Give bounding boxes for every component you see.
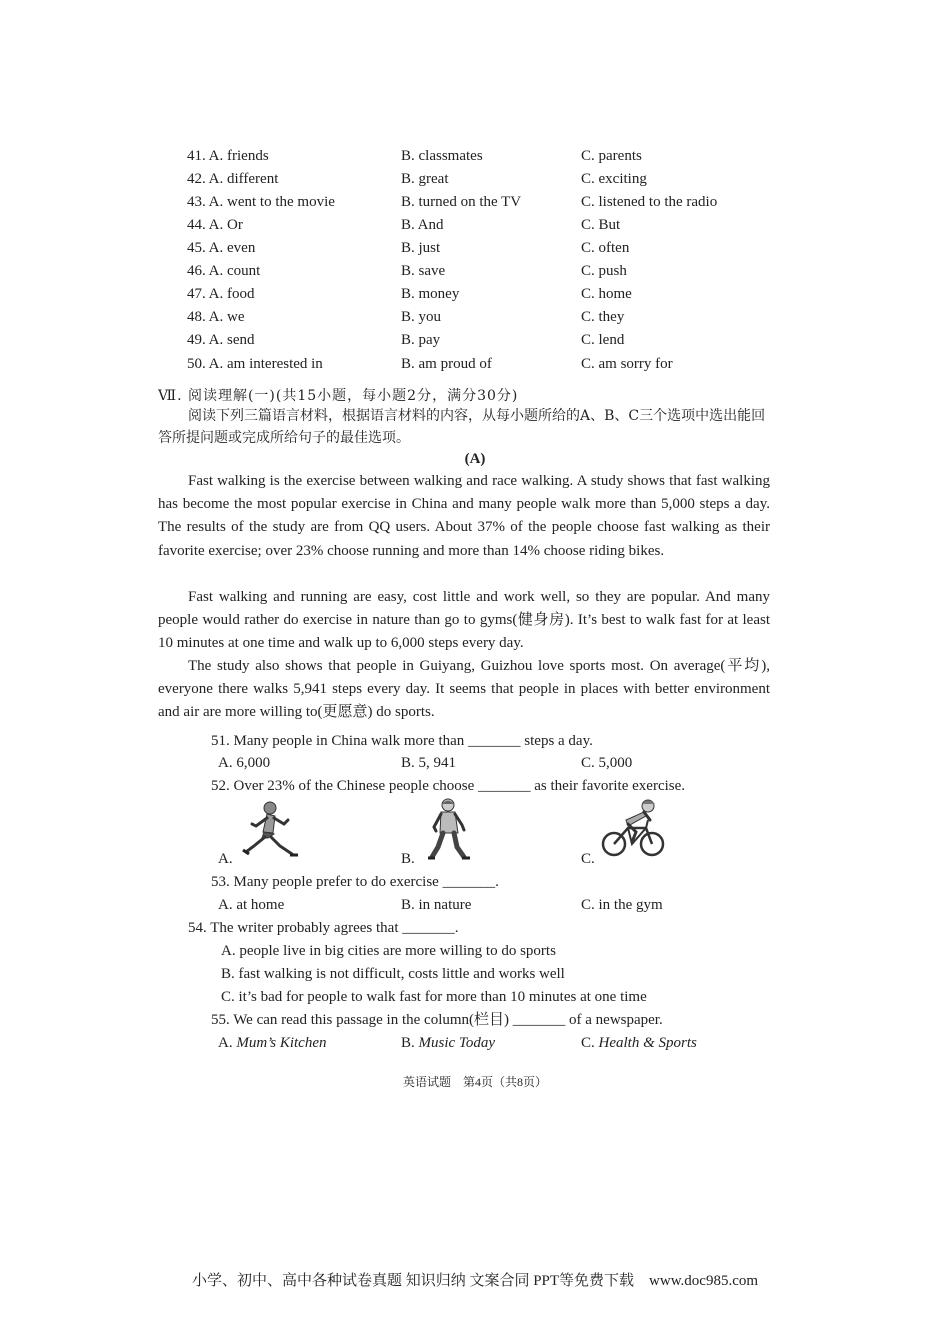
option-45-a: 45. A. even xyxy=(187,240,256,256)
question-51-stem: 51. Many people in China walk more than _______ steps a day. xyxy=(211,733,593,749)
option-49-b: B. pay xyxy=(401,332,441,348)
option-a-letter: A. xyxy=(218,1035,237,1051)
option-45-c: C. often xyxy=(581,240,630,256)
option-47-b: B. money xyxy=(401,286,460,302)
passage-title: (A) xyxy=(464,451,486,467)
option-50-b: B. am proud of xyxy=(401,356,492,372)
running-figure-image xyxy=(240,800,300,862)
option-48-b: B. you xyxy=(401,309,442,325)
option-49-c: C. lend xyxy=(581,332,625,348)
option-46-a: 46. A. count xyxy=(187,263,261,279)
section-heading: Ⅶ. 阅读理解(一)(共15小题，每小题2分，满分30分) xyxy=(158,388,519,404)
question-52-stem: 52. Over 23% of the Chinese people choose _______ as their favorite exercise. xyxy=(211,778,686,794)
question-55-stem: 55. We can read this passage in the column(栏目) _______ of a newspaper. xyxy=(211,1012,663,1028)
question-54-option-b: B. fast walking is not difficult, costs little and works well xyxy=(221,966,565,982)
option-47-c: C. home xyxy=(581,286,632,302)
question-52-option-b: B. xyxy=(401,851,415,867)
section-instructions: 阅读下列三篇语言材料，根据语言材料的内容，从每小题所给的A、B、C三个选项中选出能回答所提问题或完成所给句子的最佳选项。 xyxy=(158,408,766,446)
question-53-option-c: C. in the gym xyxy=(581,897,663,913)
option-c-letter: C. xyxy=(581,1035,599,1051)
option-42-c: C. exciting xyxy=(581,171,647,187)
option-42-b: B. great xyxy=(401,171,449,187)
option-50-a: 50. A. am interested in xyxy=(187,356,323,372)
passage-paragraph-3: The study also shows that people in Guiyang, Guizhou love sports most. On average(平均), everyone there walks 5,941 steps every day. It seems that people in places with better environment and air are more willing to(更愿意) do sports. xyxy=(158,658,770,721)
option-b-column-title: Music Today xyxy=(418,1035,496,1051)
question-51-option-a: A. 6,000 xyxy=(218,755,271,771)
question-52-option-c: C. xyxy=(581,851,595,867)
option-41-a: 41. A. friends xyxy=(187,148,269,164)
question-55-option-c xyxy=(581,1033,697,1053)
option-41-b: B. classmates xyxy=(401,148,483,164)
question-55-option-a xyxy=(218,1033,326,1053)
option-43-c: C. listened to the radio xyxy=(581,194,718,210)
question-53-stem: 53. Many people prefer to do exercise _______. xyxy=(211,874,499,890)
question-51-option-b: B. 5, 941 xyxy=(401,755,457,771)
passage-paragraph-1: Fast walking is the exercise between walking and race walking. A study shows that fast walking has become the most popular exercise in China and many people walk more than 5,000 steps a day. The results of the study are from QQ users. About 37% of the people choose fast walking as their favorite exercise; over 23% choose running and more than 14% choose riding bikes. xyxy=(158,473,770,559)
option-43-b: B. turned on the TV xyxy=(401,194,522,210)
walking-figure-image xyxy=(424,797,474,863)
option-42-a: 42. A. different xyxy=(187,171,279,187)
option-44-a: 44. A. Or xyxy=(187,217,243,233)
question-53-option-a: A. at home xyxy=(218,897,285,913)
option-43-a: 43. A. went to the movie xyxy=(187,194,335,210)
question-54-option-c: C. it’s bad for people to walk fast for more than 10 minutes at one time xyxy=(221,989,647,1005)
page-footer: 英语试题 第4页（共8页） xyxy=(402,1075,547,1089)
option-b-letter: B. xyxy=(401,1035,419,1051)
option-41-c: C. parents xyxy=(581,148,642,164)
option-47-a: 47. A. food xyxy=(187,286,255,302)
option-50-c: C. am sorry for xyxy=(581,356,673,372)
question-53-option-b: B. in nature xyxy=(401,897,472,913)
question-52-option-a: A. xyxy=(218,851,233,867)
option-a-column-title: Mum’s Kitchen xyxy=(236,1035,327,1051)
option-45-b: B. just xyxy=(401,240,441,256)
download-watermark: 小学、初中、高中各种试卷真题 知识归纳 文案合同 PPT等免费下载 www.doc985.com xyxy=(191,1273,759,1289)
question-54-option-a: A. people live in big cities are more willing to do sports xyxy=(221,943,556,959)
question-54-stem: 54. The writer probably agrees that _______. xyxy=(188,920,459,936)
option-46-b: B. save xyxy=(401,263,446,279)
option-46-c: C. push xyxy=(581,263,627,279)
option-48-a: 48. A. we xyxy=(187,309,245,325)
option-c-column-title: Health & Sports xyxy=(598,1035,697,1051)
passage-paragraph-2: Fast walking and running are easy, cost little and work well, so they are popular. And many people would rather do exercise in nature than go to gyms(健身房). It’s best to walk fast for at least 10 minutes at one time and walk up to 6,000 steps every day. xyxy=(158,589,770,652)
option-44-b: B. And xyxy=(401,217,444,233)
option-49-a: 49. A. send xyxy=(187,332,255,348)
option-48-c: C. they xyxy=(581,309,625,325)
question-55-option-b xyxy=(401,1033,495,1053)
cycling-figure-image xyxy=(600,798,666,860)
question-51-option-c: C. 5,000 xyxy=(581,755,633,771)
option-44-c: C. But xyxy=(581,217,621,233)
